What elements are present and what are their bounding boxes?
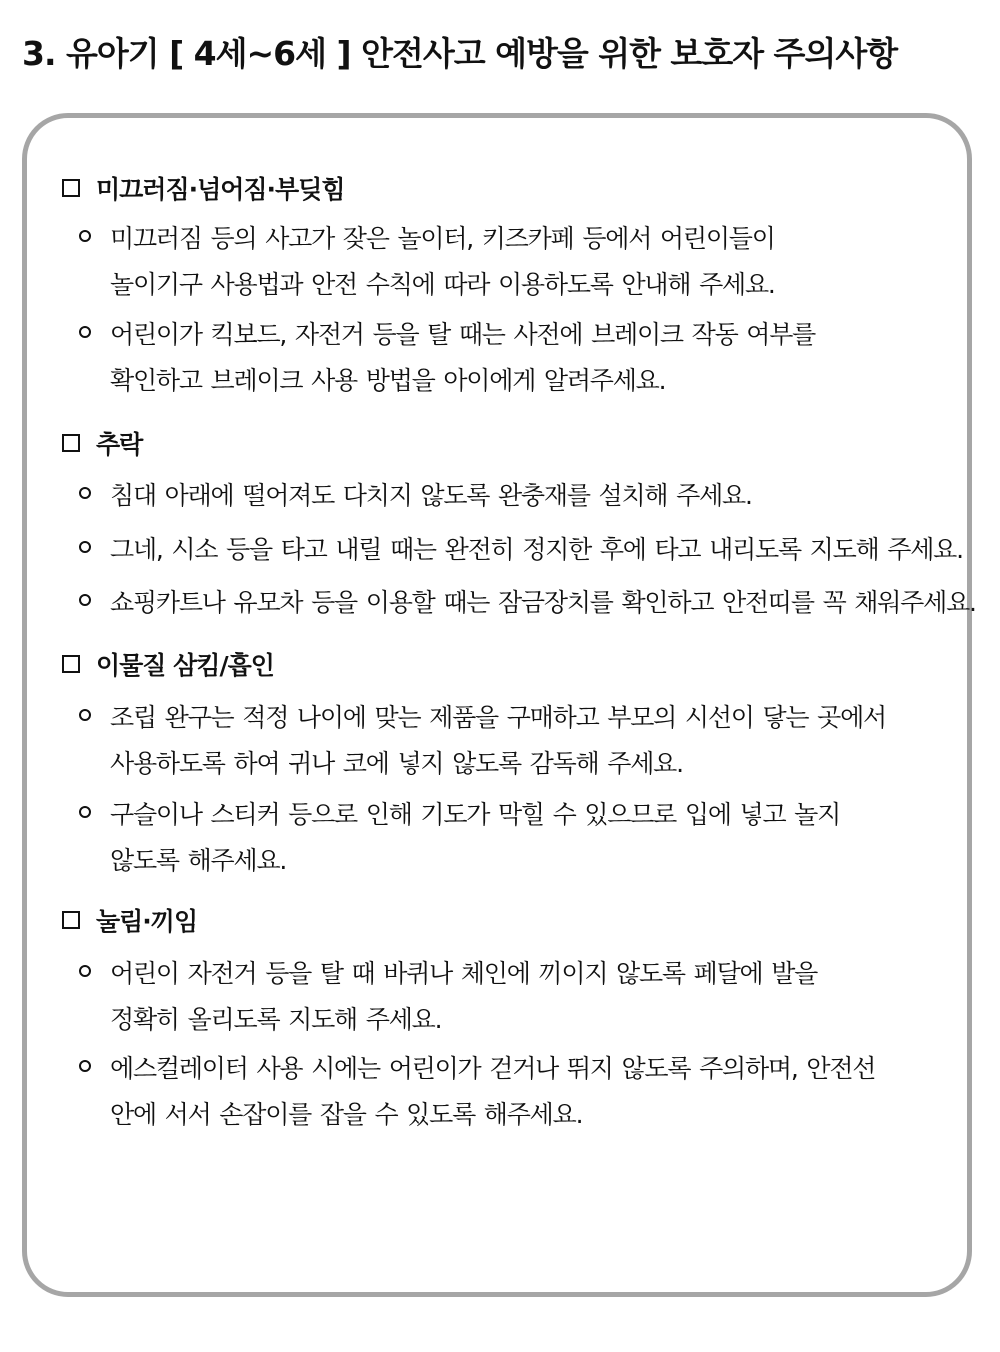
section-heading bbox=[62, 644, 274, 684]
section-heading bbox=[62, 423, 142, 463]
item-text-line: 놀이기구 사용법과 안전 수칙에 따라 이용하도록 안내해 주세요. bbox=[110, 270, 775, 299]
section-heading-text: 추락 bbox=[96, 430, 143, 459]
checkbox-icon bbox=[62, 179, 80, 197]
item-text-line: 정확히 올리도록 지도해 주세요. bbox=[110, 1005, 442, 1034]
checkbox-icon bbox=[62, 434, 80, 452]
item-text-line: 안에 서서 손잡이를 잡을 수 있도록 해주세요. bbox=[110, 1100, 583, 1129]
bullet-circle-icon bbox=[79, 806, 91, 818]
item-text-line: 쇼핑카트나 유모차 등을 이용할 때는 잠금장치를 확인하고 안전띠를 꼭 채워주세요. bbox=[110, 588, 976, 617]
safety-guidelines-panel bbox=[22, 113, 976, 1297]
page-title: 3. 유아기 [ 4세~6세 ] 안전사고 예방을 위한 보호자 주의사항 bbox=[22, 34, 898, 73]
checkbox-icon bbox=[62, 655, 80, 673]
item-text-line: 침대 아래에 떨어져도 다치지 않도록 완충재를 설치해 주세요. bbox=[110, 481, 752, 510]
bullet-circle-icon bbox=[79, 709, 91, 721]
section-heading-text: 이물질 삼킴/흡인 bbox=[96, 651, 274, 680]
item-text-line: 구슬이나 스티커 등으로 인해 기도가 막힐 수 있으므로 입에 넣고 놀지 bbox=[110, 800, 841, 829]
item-text-line: 미끄러짐 등의 사고가 잦은 놀이터, 키즈카페 등에서 어린이들이 bbox=[110, 224, 775, 253]
item-text-line: 조립 완구는 적정 나이에 맞는 제품을 구매하고 부모의 시선이 닿는 곳에서 bbox=[110, 703, 886, 732]
bullet-circle-icon bbox=[79, 1060, 91, 1072]
section-heading-text: 눌림·끼임 bbox=[96, 907, 198, 936]
bullet-circle-icon bbox=[79, 594, 91, 606]
item-text-line: 에스컬레이터 사용 시에는 어린이가 걷거나 뛰지 않도록 주의하며, 안전선 bbox=[110, 1054, 876, 1083]
item-text-line: 않도록 해주세요. bbox=[110, 846, 287, 875]
bullet-circle-icon bbox=[79, 230, 91, 242]
item-text-line: 그네, 시소 등을 타고 내릴 때는 완전히 정지한 후에 타고 내리도록 지도해 주세요. bbox=[110, 535, 963, 564]
bullet-circle-icon bbox=[79, 541, 91, 553]
checkbox-icon bbox=[62, 911, 80, 929]
bullet-circle-icon bbox=[79, 326, 91, 338]
section-heading bbox=[62, 900, 197, 940]
item-text-line: 어린이가 킥보드, 자전거 등을 탈 때는 사전에 브레이크 작동 여부를 bbox=[110, 320, 816, 349]
section-heading-text: 미끄러짐·넘어짐·부딪힘 bbox=[96, 175, 345, 204]
item-text-line: 어린이 자전거 등을 탈 때 바퀴나 체인에 끼이지 않도록 페달에 발을 bbox=[110, 959, 818, 988]
bullet-circle-icon bbox=[79, 965, 91, 977]
section-heading bbox=[62, 168, 345, 208]
bullet-circle-icon bbox=[79, 487, 91, 499]
item-text-line: 사용하도록 하여 귀나 코에 넣지 않도록 감독해 주세요. bbox=[110, 749, 683, 778]
item-text-line: 확인하고 브레이크 사용 방법을 아이에게 알려주세요. bbox=[110, 366, 666, 395]
